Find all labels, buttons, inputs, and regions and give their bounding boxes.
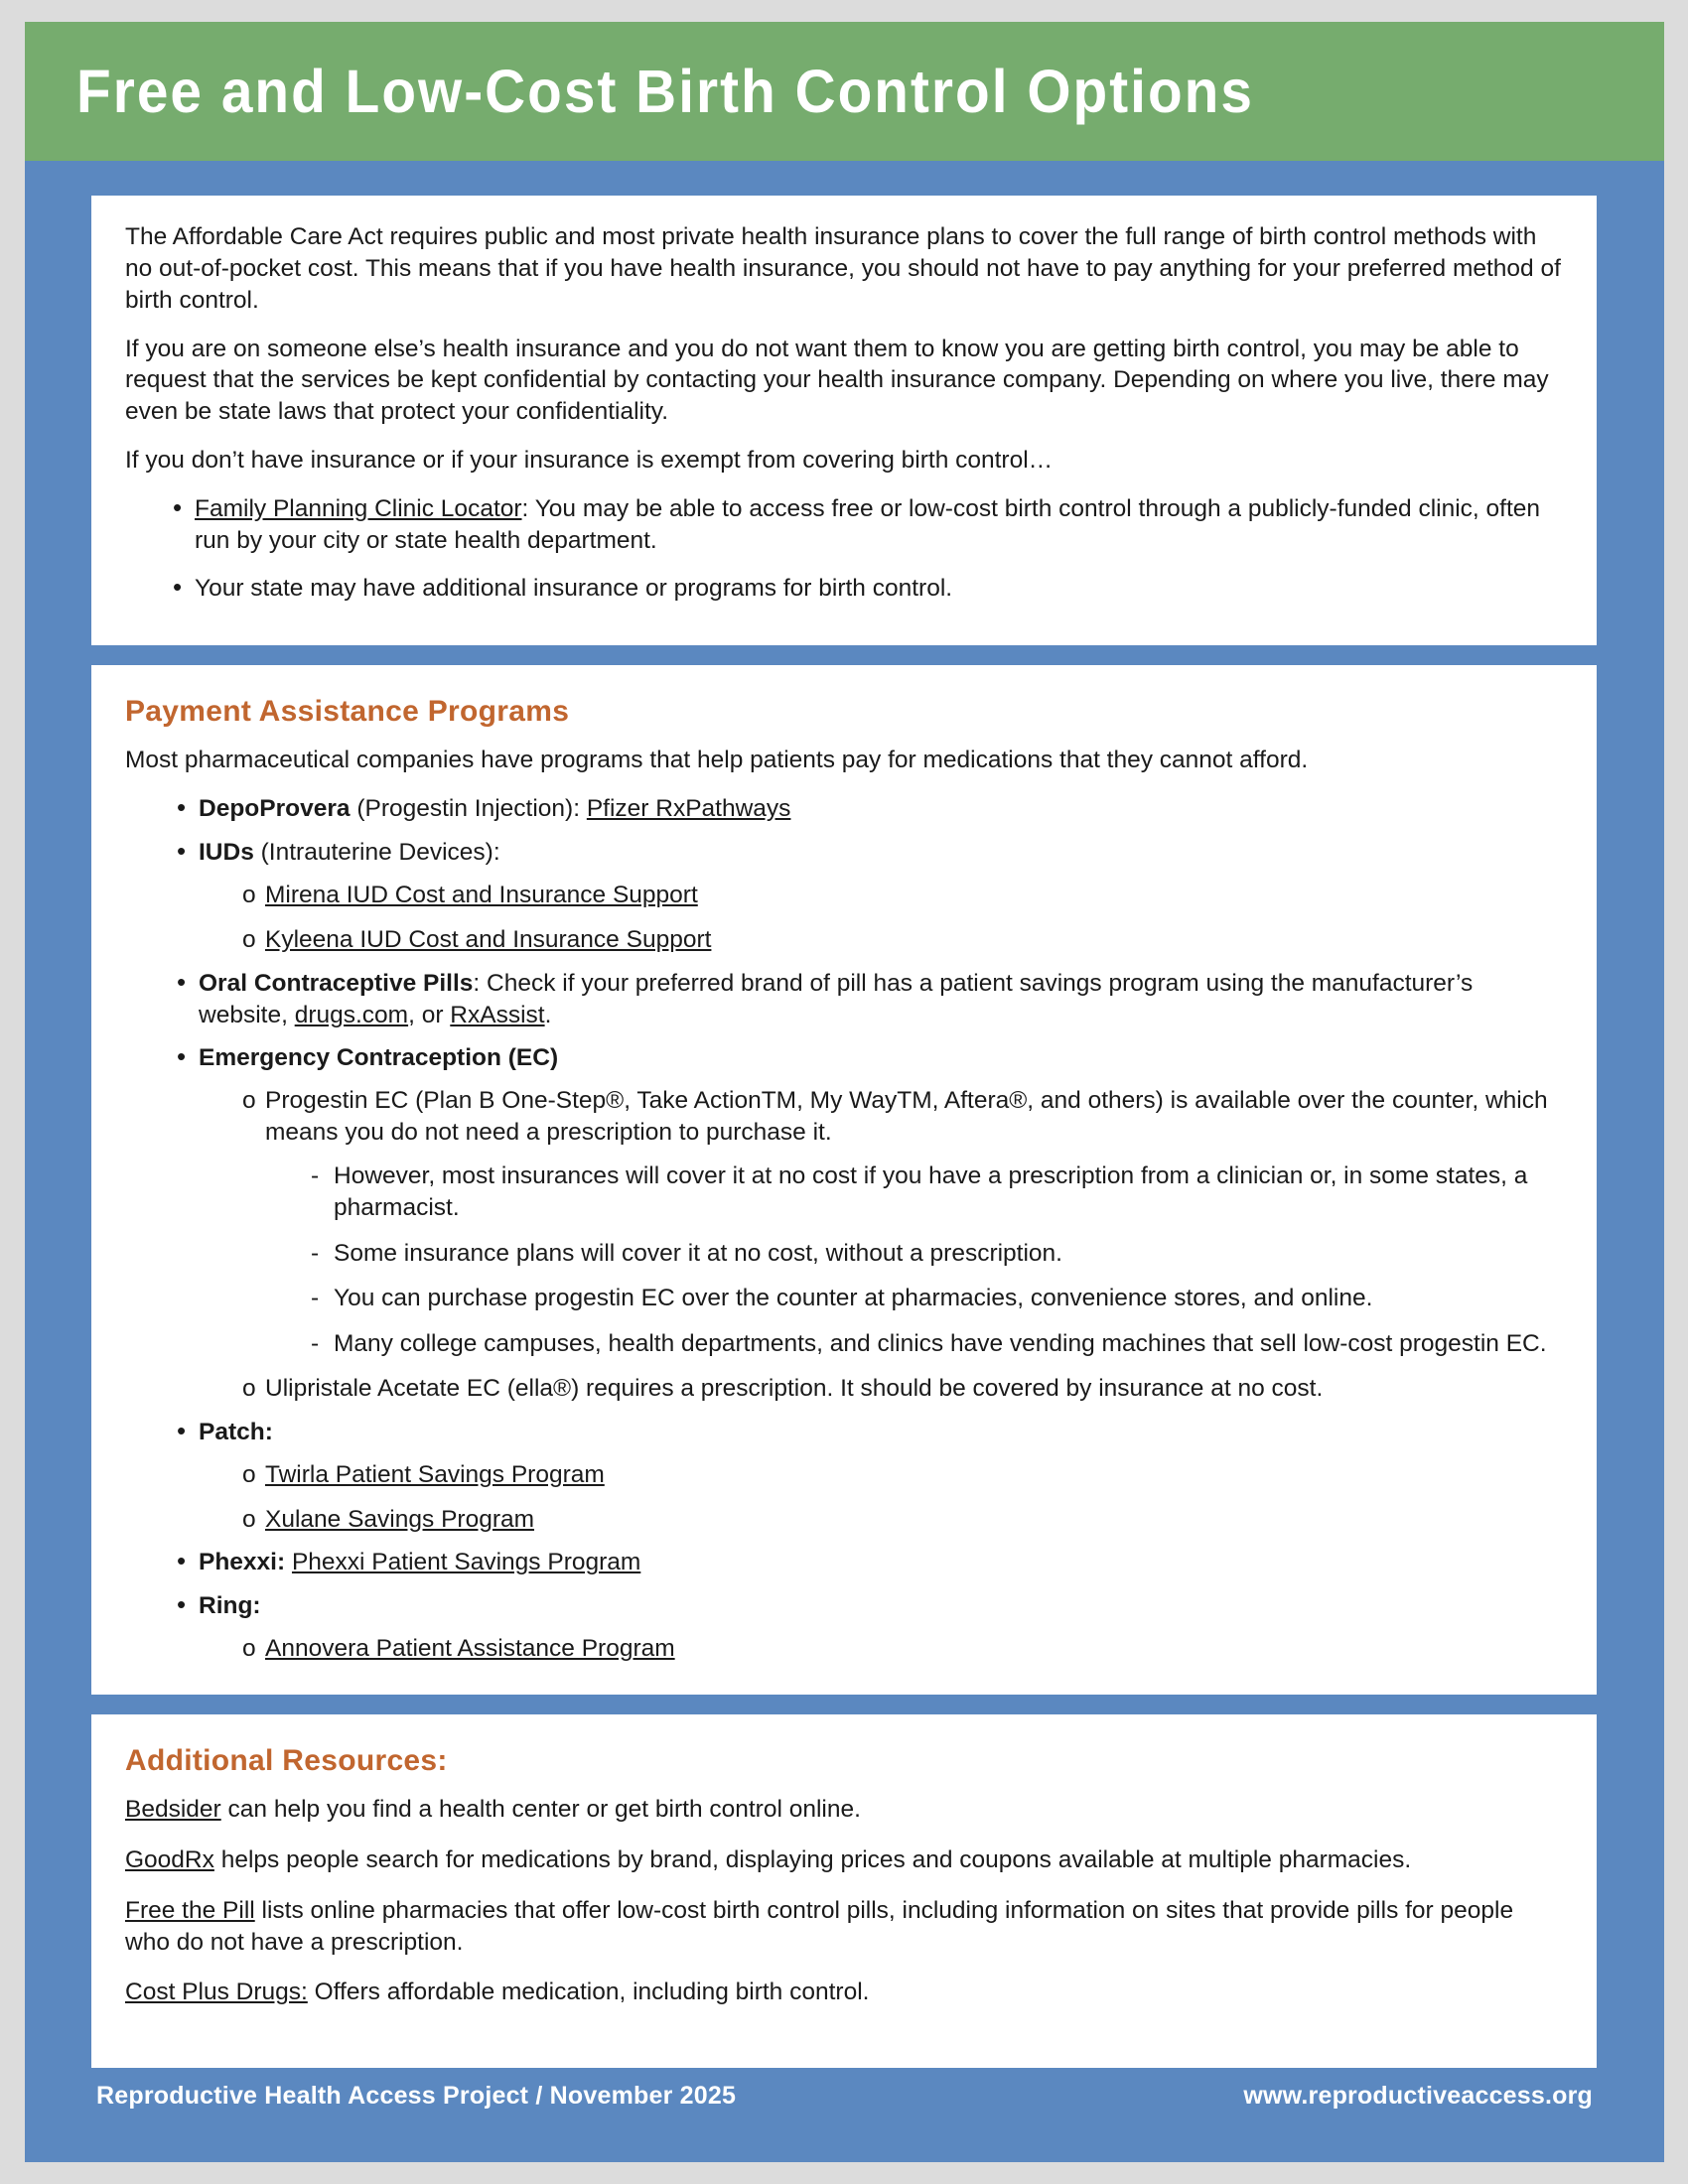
list-item [173, 493, 1563, 557]
rxassist-link[interactable]: RxAssist [450, 1001, 545, 1028]
iuds-description: (Intrauterine Devices): [253, 839, 500, 867]
oral-contraceptive-pills-label: Oral Contraceptive Pills [199, 969, 474, 997]
kyleena-iud-support-link[interactable]: Kyleena IUD Cost and Insurance Support [265, 925, 712, 953]
list-item-ring [177, 1590, 1563, 1665]
payment-bullet-list [125, 793, 1563, 1665]
handout-page [25, 22, 1664, 2162]
pfizer-rxpathways-link[interactable]: Pfizer RxPathways [586, 795, 791, 823]
list-item [311, 1328, 1563, 1360]
footer-website[interactable]: www.reproductiveaccess.org [1243, 2081, 1593, 2110]
list-item-emergency-contraception [177, 1042, 1563, 1405]
xulane-savings-link[interactable]: Xulane Savings Program [265, 1505, 535, 1533]
progestin-ec-text: Progestin EC (Plan B One-Step®, Take ActionTM, My WayTM, Aftera®, and others) is available over the counter, which means you do not need a prescription to purchase it. [265, 1087, 1548, 1147]
list-item-iuds [177, 837, 1563, 956]
depoprovera-label: DepoProvera [199, 795, 351, 823]
mirena-iud-support-link[interactable]: Mirena IUD Cost and Insurance Support [265, 881, 698, 908]
bedsider-description: can help you find a health center or get birth control online. [220, 1796, 861, 1823]
additional-resources-card [91, 1714, 1597, 2068]
list-item-text: You can purchase progestin EC over the counter at pharmacies, convenience stores, and online. [334, 1285, 1373, 1312]
goodrx-link[interactable]: GoodRx [125, 1845, 214, 1873]
drugs-com-link[interactable]: drugs.com [294, 1001, 409, 1028]
header-banner [25, 22, 1664, 161]
ocp-text-a: : Check if your preferred brand of pill has a patient savings program using the manufacturer’s website, [199, 969, 1474, 1028]
ocp-text-b: , or [408, 1001, 451, 1028]
annovera-patient-assistance-link[interactable]: Annovera Patient Assistance Program [265, 1635, 675, 1663]
additional-resources-heading: Additional Resources: [125, 1744, 448, 1777]
patch-label: Patch: [199, 1418, 273, 1445]
payment-intro-text: Most pharmaceutical companies have programs that help patients pay for medications that they cannot afford. [125, 747, 1309, 774]
iuds-label: IUDs [199, 839, 254, 867]
depoprovera-description: (Progestin Injection): [350, 795, 587, 823]
cost-plus-drugs-link[interactable]: Cost Plus Drugs: [125, 1979, 308, 2006]
ring-sublist [199, 1633, 1563, 1665]
payment-assistance-heading: Payment Assistance Programs [125, 695, 570, 729]
list-item-depoprovera [177, 793, 1563, 825]
list-item-oral-contraceptive-pills [177, 968, 1563, 1031]
goodrx-description: helps people search for medications by brand, displaying prices and coupons available at multiple pharmacies. [213, 1845, 1412, 1873]
list-item [311, 1160, 1563, 1224]
list-item [173, 573, 1563, 605]
costplusdrugs-entry [125, 1977, 1563, 2008]
list-item [242, 1373, 1563, 1405]
goodrx-entry [125, 1844, 1563, 1876]
list-item-phexxi [177, 1547, 1563, 1578]
free-the-pill-link[interactable]: Free the Pill [125, 1896, 255, 1924]
list-item [242, 1504, 1563, 1536]
list-item-text: Some insurance plans will cover it at no cost, without a prescription. [334, 1239, 1062, 1267]
free-the-pill-description: lists online pharmacies that offer low-cost birth control pills, including information on sites that provide pills for people who do not have a prescription. [125, 1896, 1514, 1956]
phexxi-patient-savings-link[interactable]: Phexxi Patient Savings Program [291, 1549, 641, 1576]
page-footer [25, 2051, 1664, 2162]
footer-organization: Reproductive Health Access Project / November 2025 [96, 2081, 737, 2110]
ocp-text-c: . [544, 1001, 552, 1028]
list-item [242, 924, 1563, 956]
intro-paragraph-2: If you are on someone else’s health insurance and you do not want them to know you are getting birth control, you may be able to request that the services be kept confidential by contacting your health insurance company. Depending on where you live, there may even be state laws that protect your confidentiality. [125, 335, 1549, 426]
intro-card [91, 196, 1597, 645]
progestin-ec-detail-list [265, 1160, 1563, 1360]
twirla-patient-savings-link[interactable]: Twirla Patient Savings Program [265, 1460, 605, 1488]
family-planning-clinic-locator-link[interactable]: Family Planning Clinic Locator [195, 494, 522, 522]
emergency-contraception-label: Emergency Contraception (EC) [199, 1044, 559, 1072]
intro-bullet-list [125, 493, 1563, 605]
list-item-text: Many college campuses, health departments, and clinics have vending machines that sell low-cost progestin EC. [334, 1330, 1547, 1358]
bedsider-entry [125, 1794, 1563, 1826]
emergency-contraception-sublist [199, 1085, 1563, 1405]
list-item-patch [177, 1417, 1563, 1536]
list-item-text: : You may be able to access free or low-cost birth control through a publicly-funded clinic, often run by your city or state health department. [195, 494, 1541, 554]
payment-assistance-card [91, 665, 1597, 1695]
intro-paragraph-3: If you don’t have insurance or if your insurance is exempt from covering birth control… [125, 447, 1054, 475]
ring-label: Ring: [199, 1592, 261, 1620]
page-title: Free and Low-Cost Birth Control Options [76, 58, 1254, 125]
list-item-text: However, most insurances will cover it at no cost if you have a prescription from a clinician or, in some states, a pharmacist. [334, 1161, 1528, 1221]
ulipristale-acetate-ec-text: Ulipristale Acetate EC (ella®) requires a prescription. It should be covered by insurance at no cost. [265, 1375, 1324, 1403]
bedsider-link[interactable]: Bedsider [125, 1796, 221, 1823]
list-item [311, 1283, 1563, 1314]
iuds-sublist [199, 880, 1563, 956]
list-item [242, 1633, 1563, 1665]
phexxi-label: Phexxi: [199, 1549, 286, 1576]
intro-paragraph-1: The Affordable Care Act requires public and most private health insurance plans to cover the full range of birth control methods with no out-of-pocket cost. This means that if you have health insurance, you should not have to pay anything for your preferred method of birth control. [125, 223, 1561, 314]
patch-sublist [199, 1459, 1563, 1536]
list-item [242, 1459, 1563, 1491]
freethepill-entry [125, 1895, 1563, 1959]
list-item [311, 1238, 1563, 1270]
list-item [242, 880, 1563, 911]
cost-plus-drugs-description: Offers affordable medication, including birth control. [307, 1979, 870, 2006]
list-item-text: Your state may have additional insurance or programs for birth control. [195, 574, 953, 602]
list-item [242, 1085, 1563, 1360]
